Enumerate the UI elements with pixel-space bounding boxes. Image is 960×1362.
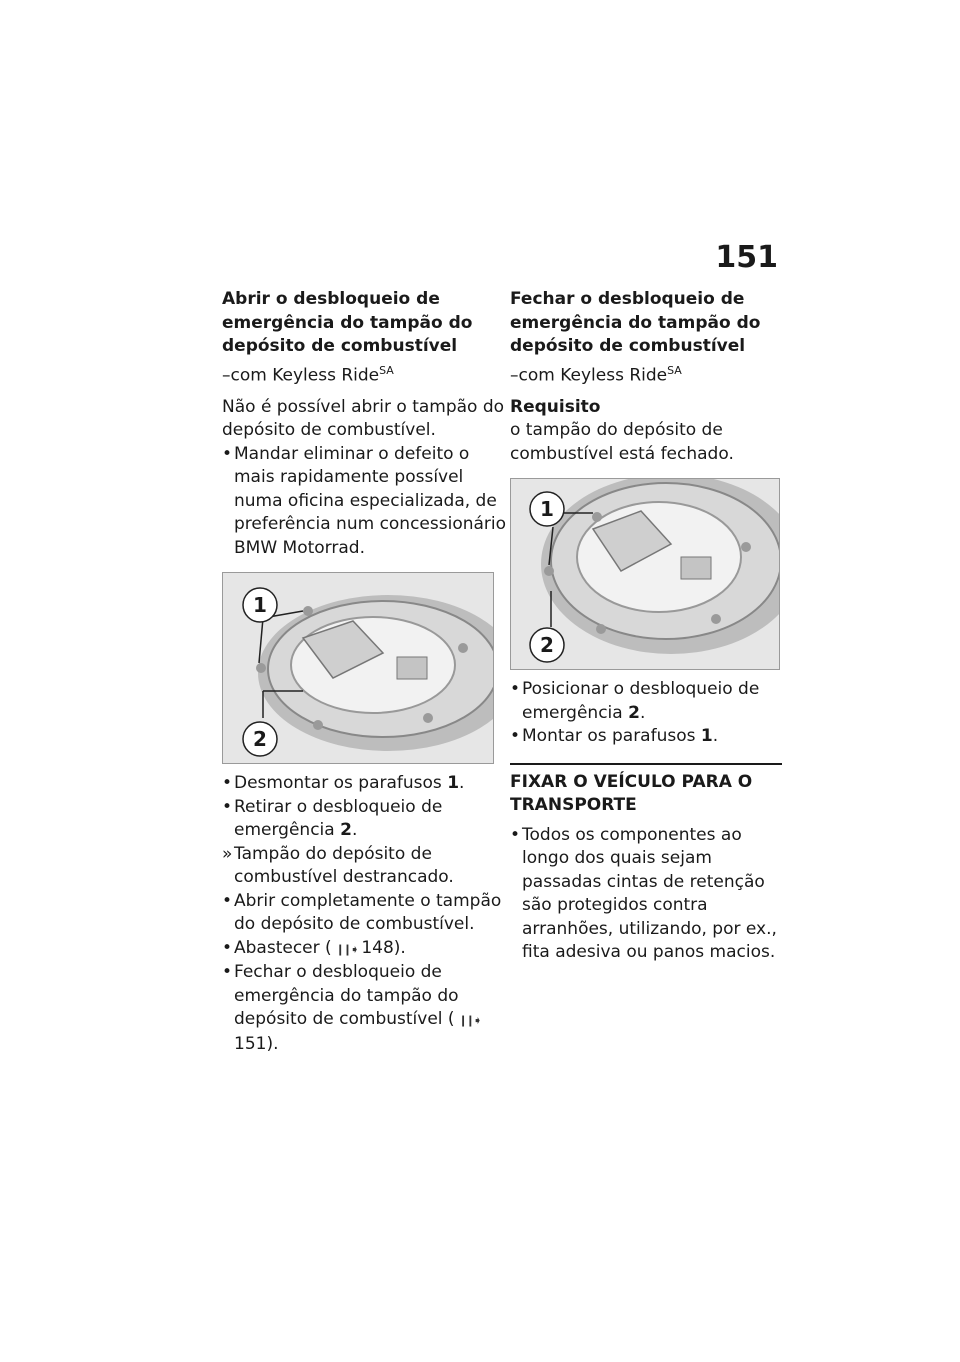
- figure-label-1: 1: [253, 593, 267, 618]
- right-column: [510, 288, 782, 965]
- left-steps: [222, 772, 512, 1056]
- requirement-text: o tampão do depósito de combustível está fechado.: [510, 420, 734, 464]
- left-intro: Não é possível abrir o tampão do depósito de combustível.: [222, 396, 505, 441]
- left-intro-bullet: • Mandar eliminar o defeito o mais rapidamente possível numa oficina especializada, de preferência num concessionário BMW Motorrad.: [222, 443, 512, 561]
- figure-label-1: 1: [540, 497, 554, 522]
- left-subtitle-sup: SA: [379, 363, 394, 377]
- step-result-unlocked: » Tampão do depósito de combustível destrancado.: [222, 843, 512, 890]
- right-subtitle-sup: SA: [667, 363, 682, 377]
- fuel-cap-figure-left: [222, 572, 494, 764]
- left-subtitle: [222, 359, 512, 388]
- fuel-cap-figure-right: [510, 478, 780, 670]
- left-subtitle-text: –com Keyless Ride: [222, 365, 380, 386]
- step-close-release: • Fechar o desbloqueio de emergência do tampão do depósito de combustível ( ❙❙➧151).: [222, 961, 512, 1056]
- step-refuel: • Abastecer ( ❙❙➧ 148).: [222, 937, 512, 962]
- right-subtitle-text: –com Keyless Ride: [510, 365, 668, 386]
- page-link-151[interactable]: 151).: [234, 1033, 279, 1054]
- reference-arrow-icon: ❙❙➧: [458, 1014, 481, 1028]
- transport-list: [510, 824, 782, 965]
- ref-number: 2: [628, 702, 640, 723]
- transport-bullet: • Todos os componentes ao longo dos quais sejam passadas cintas de retenção são protegidos contra arranhões, utilizando, por ex., fita adesiva ou panos macios.: [510, 824, 782, 965]
- step-install-screws: • Montar os parafusos 1.: [510, 725, 782, 749]
- ref-number: 2: [340, 820, 352, 841]
- right-steps: [510, 678, 782, 749]
- step-remove-release: • Retirar o desbloqueio de emergência 2.: [222, 796, 512, 843]
- ref-number: 1: [700, 726, 713, 747]
- right-subtitle: [510, 359, 782, 388]
- step-position-release: • Posicionar o desbloqueio de emergência 2.: [510, 678, 782, 725]
- reference-arrow-icon: ❙❙➧: [335, 942, 358, 956]
- figure-label-2: 2: [540, 633, 554, 658]
- right-heading: Fechar o desbloqueio de emergência do tampão do depósito de combustível: [510, 289, 761, 356]
- step-open-cap: • Abrir completamente o tampão do depósito de combustível.: [222, 890, 512, 937]
- left-intro-list: [222, 443, 512, 561]
- figure-label-2: 2: [253, 727, 267, 752]
- ref-number: 1: [447, 773, 460, 794]
- page-number: 151: [715, 240, 778, 275]
- left-column: [222, 288, 512, 1056]
- section-title-transport: FIXAR O VEÍCULO PARA O TRANSPORTE: [510, 763, 782, 818]
- left-heading: Abrir o desbloqueio de emergência do tampão do depósito de combustível: [222, 289, 473, 356]
- page-link-148[interactable]: 148).: [361, 937, 406, 958]
- requirement-title: Requisito: [510, 396, 601, 417]
- step-remove-screws: • Desmontar os parafusos 1.: [222, 772, 512, 796]
